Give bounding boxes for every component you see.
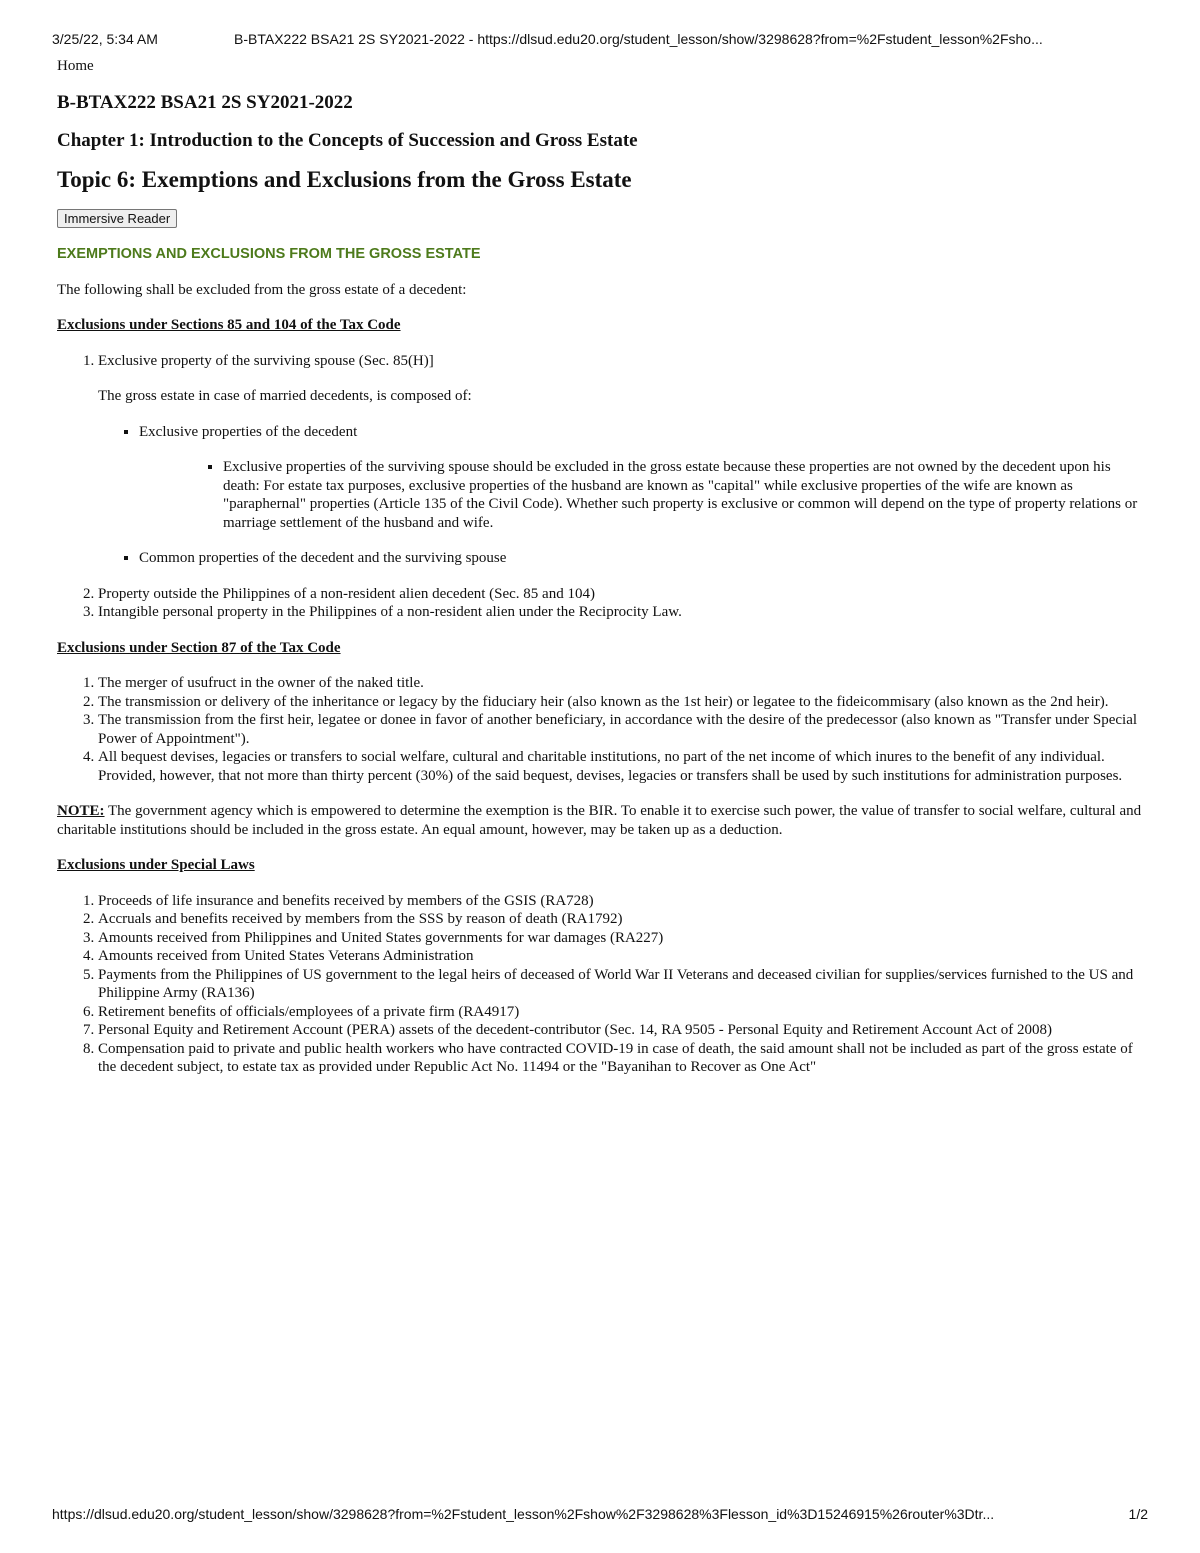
list-item: 4. Amounts received from United States Veterans Administration [98,947,1145,966]
composition-list [98,423,1145,568]
section1-item1-para: The gross estate in case of married decedents, is composed of: [98,388,472,404]
print-header [52,31,1148,47]
immersive-reader-button[interactable]: Immersive Reader [57,209,177,228]
lesson-content [57,57,1145,1094]
print-page-number: 1/2 [1128,1506,1148,1522]
course-title: B-BTAX222 BSA21 2S SY2021-2022 [57,91,353,113]
section2-heading: Exclusions under Section 87 of the Tax Code [57,639,341,656]
intro-paragraph: The following shall be excluded from the gross estate of a decedent: [57,281,467,298]
home-link[interactable]: Home [57,58,94,74]
list-item: 2. The transmission or delivery of the inheritance or legacy by the fiduciary heir (also known as the 1st heir) or legatee to the fideicommisary (also known as the 2nd heir). [98,693,1145,712]
print-page-title: B-BTAX222 BSA21 2S SY2021-2022 - https://dlsud.edu20.org/student_lesson/show/3298628?from=%2Fstudent_lesson%2Fsho... [234,31,1043,47]
print-datetime: 3/25/22, 5:34 AM [52,31,158,47]
sub-bullet-exclusive-spouse: ▪ Exclusive properties of the surviving spouse should be excluded in the gross estate because these properties are not owned by the decedent upon his death: For estate tax purposes, exclusive properties of the husband are known as "capital" while exclusive properties of the wife are known as "paraphernal" properties (Article 135 of the Civil Code). Whether such property is exclusive or common will depend on the type of property relations or marriage settlement of the husband and wife. [223,458,1145,532]
print-footer-url: https://dlsud.edu20.org/student_lesson/show/3298628?from=%2Fstudent_lesson%2Fshow%2F3298628%3Flesson_id%3D15246915%26router%3Dtr... [52,1506,995,1522]
list-item: 4. All bequest devises, legacies or transfers to social welfare, cultural and charitable institutions, no part of the net income of which inures to the benefit of any individual. Provided, however, that not more than thirty percent (30%) of the said bequest, devises, legacies or transfers shall be used by such institutions for administration purposes. [98,748,1145,785]
note-paragraph [57,802,1145,839]
list-item [98,352,1145,568]
list-item: 2. Accruals and benefits received by members from the SSS by reason of death (RA1792) [98,910,1145,929]
section3-list [57,892,1145,1077]
list-item: 3. The transmission from the first heir, legatee or donee in favor of another beneficiary, in accordance with the desire of the predecessor (also known as "Transfer under Special Power of Appointment"). [98,711,1145,748]
bullet-common-properties: ▪ Common properties of the decedent and the surviving spouse [139,549,1145,568]
note-text: The government agency which is empowered to determine the exemption is the BIR. To enable it to exercise such power, the value of transfer to social welfare, cultural and charitable institutions should be included in the gross estate. An equal amount, however, may be taken up as a deduction. [57,803,1142,838]
section-banner: EXEMPTIONS AND EXCLUSIONS FROM THE GROSS ESTATE [57,246,481,262]
section1-heading: Exclusions under Sections 85 and 104 of the Tax Code [57,317,401,333]
sub-bullet-list [139,458,1145,532]
topic-title: Topic 6: Exemptions and Exclusions from the Gross Estate [57,166,632,192]
list-item [139,423,1145,533]
list-item: 1. The merger of usufruct in the owner of the naked title. [98,674,1145,693]
section2-list [57,674,1145,785]
bullet-exclusive-decedent: Exclusive properties of the decedent [139,423,358,440]
list-item: 8. Compensation paid to private and public health workers who have contracted COVID-19 in case of death, the said amount shall not be included as part of the gross estate of the decedent subject, to estate tax as provided under Republic Act No. 11494 or the "Bayanihan to Recover as One Act" [98,1040,1145,1077]
note-label: NOTE: [57,803,105,819]
print-footer [52,1506,1148,1522]
list-item: 5. Payments from the Philippines of US government to the legal heirs of deceased of World War II Veterans and deceased civilian for supplies/services furnished to the US and Philippine Army (RA136) [98,966,1145,1003]
section1-item2: 2. Property outside the Philippines of a non-resident alien decedent (Sec. 85 and 104) [98,585,1145,604]
section1-list [57,352,1145,622]
section1-item3: 3. Intangible personal property in the Philippines of a non-resident alien under the Reciprocity Law. [98,603,1145,622]
section1-item1-text: Exclusive property of the surviving spouse (Sec. 85(H)] [98,352,434,369]
list-item: 7. Personal Equity and Retirement Account (PERA) assets of the decedent-contributor (Sec. 14, RA 9505 - Personal Equity and Retirement Account Act of 2008) [98,1021,1145,1040]
list-item: 6. Retirement benefits of officials/employees of a private firm (RA4917) [98,1003,1145,1022]
chapter-title: Chapter 1: Introduction to the Concepts of Succession and Gross Estate [57,130,638,151]
section3-heading: Exclusions under Special Laws [57,857,255,873]
list-item: 3. Amounts received from Philippines and United States governments for war damages (RA227) [98,929,1145,948]
list-item: 1. Proceeds of life insurance and benefits received by members of the GSIS (RA728) [98,892,1145,911]
